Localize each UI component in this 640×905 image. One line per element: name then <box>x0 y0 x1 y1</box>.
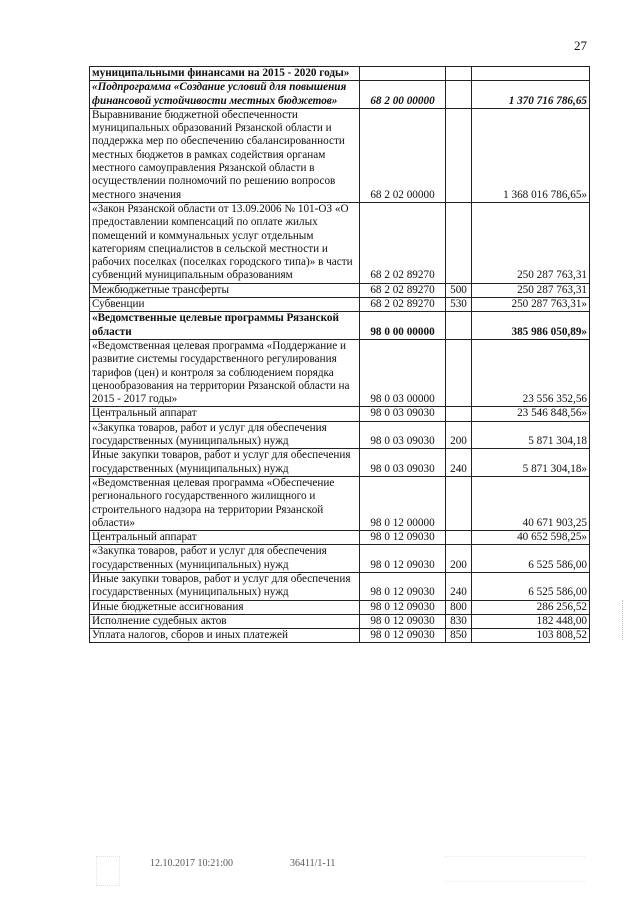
row-type: 240 <box>446 449 472 477</box>
row-name: Выравнивание бюджетной обеспеченности муниципальных образований Рязанской области и поддержка мер по обеспечению сбалансированности местных бюджетов в рамках содействия органам местного самоуправления Рязанской области в осуществлении полномочий по решению вопросов местного значения <box>90 108 360 202</box>
table-row <box>90 545 590 573</box>
row-type: 800 <box>446 600 472 614</box>
row-type: 850 <box>446 629 472 643</box>
row-sum: 40 671 903,25 <box>472 476 590 530</box>
row-code: 98 0 03 09030 <box>360 421 446 449</box>
row-name: Исполнение судебных актов <box>90 614 360 628</box>
table-row <box>90 67 590 81</box>
table-row <box>90 407 590 421</box>
row-type <box>446 312 472 340</box>
row-sum: 286 256,52 <box>472 600 590 614</box>
table-row <box>90 572 590 600</box>
table-row <box>90 339 590 406</box>
row-name: Центральный аппарат <box>90 407 360 421</box>
row-code: 98 0 03 09030 <box>360 407 446 421</box>
row-code: 68 2 02 00000 <box>360 108 446 202</box>
footer-doc-id: 36411/1-11 <box>290 858 336 869</box>
row-type: 500 <box>446 283 472 297</box>
row-code: 98 0 12 09030 <box>360 572 446 600</box>
row-type: 830 <box>446 614 472 628</box>
row-type <box>446 407 472 421</box>
row-code: 68 2 02 89270 <box>360 202 446 283</box>
row-sum: 6 525 586,00 <box>472 572 590 600</box>
table-row <box>90 614 590 628</box>
row-sum: 40 652 598,25» <box>472 531 590 545</box>
row-code: 98 0 03 09030 <box>360 449 446 477</box>
row-name: Центральный аппарат <box>90 531 360 545</box>
table-row <box>90 629 590 643</box>
row-sum: 1 370 716 786,65 <box>472 81 590 109</box>
row-sum: 5 871 304,18 <box>472 421 590 449</box>
table-row <box>90 312 590 340</box>
table-row <box>90 421 590 449</box>
row-type: 200 <box>446 545 472 573</box>
row-code: 68 2 00 00000 <box>360 81 446 109</box>
row-code: 98 0 12 09030 <box>360 531 446 545</box>
row-name: Иные закупки товаров, работ и услуг для обеспечения государственных (муниципальных) нужд <box>90 449 360 477</box>
row-name: «Ведомственная целевая программа «Поддержание и развитие системы государственного регулирования тарифов (цен) и контроля за соблюдением порядка ценообразования на территории Рязанской области на 2015 - 2017 годы» <box>90 339 360 406</box>
table-row <box>90 81 590 109</box>
table-row <box>90 476 590 530</box>
row-code: 68 2 02 89270 <box>360 283 446 297</box>
row-sum: 6 525 586,00 <box>472 545 590 573</box>
row-code: 68 2 02 89270 <box>360 298 446 312</box>
row-name: «Подпрограмма «Создание условий для повышения финансовой устойчивости местных бюджетов» <box>90 81 360 109</box>
table-row <box>90 108 590 202</box>
registration-stamp <box>96 856 120 886</box>
table-row <box>90 531 590 545</box>
row-name: муниципальными финансами на 2015 - 2020 годы» <box>90 67 360 81</box>
row-code: 98 0 00 00000 <box>360 312 446 340</box>
row-sum: 23 546 848,56» <box>472 407 590 421</box>
row-name: «Закупка товаров, работ и услуг для обеспечения государственных (муниципальных) нужд <box>90 421 360 449</box>
table-row <box>90 202 590 283</box>
scan-margin-mark <box>622 600 625 640</box>
row-type: 530 <box>446 298 472 312</box>
row-name: «Ведомственные целевые программы Рязанской области <box>90 312 360 340</box>
row-code: 98 0 12 09030 <box>360 614 446 628</box>
row-sum: 103 808,52 <box>472 629 590 643</box>
row-type: 240 <box>446 572 472 600</box>
row-sum: 23 556 352,56 <box>472 339 590 406</box>
row-name: Уплата налогов, сборов и иных платежей <box>90 629 360 643</box>
row-name: Иные закупки товаров, работ и услуг для обеспечения государственных (муниципальных) нужд <box>90 572 360 600</box>
row-type <box>446 531 472 545</box>
row-name: Иные бюджетные ассигнования <box>90 600 360 614</box>
row-code <box>360 67 446 81</box>
row-name: «Закупка товаров, работ и услуг для обеспечения государственных (муниципальных) нужд <box>90 545 360 573</box>
row-type <box>446 108 472 202</box>
row-sum: 385 986 050,89» <box>472 312 590 340</box>
row-code: 98 0 12 09030 <box>360 600 446 614</box>
row-code: 98 0 12 09030 <box>360 629 446 643</box>
row-sum: 5 871 304,18» <box>472 449 590 477</box>
budget-table <box>89 66 590 643</box>
row-sum: 1 368 016 786,65» <box>472 108 590 202</box>
table-row <box>90 283 590 297</box>
row-name: «Закон Рязанской области от 13.09.2006 № 101-ОЗ «О предоставлении компенсаций по оплате жилых помещений и коммунальных услуг отдельным категориям специалистов в сельской местности и рабочих поселках (поселках городского типа)» в части субвенций муниципальным образованиям <box>90 202 360 283</box>
row-type <box>446 81 472 109</box>
row-type <box>446 202 472 283</box>
row-type <box>446 339 472 406</box>
faded-stamp <box>445 856 585 882</box>
row-sum <box>472 67 590 81</box>
row-sum: 250 287 763,31 <box>472 202 590 283</box>
row-type: 200 <box>446 421 472 449</box>
row-code: 98 0 12 00000 <box>360 476 446 530</box>
table-body <box>90 67 590 643</box>
table-row <box>90 600 590 614</box>
row-code: 98 0 03 00000 <box>360 339 446 406</box>
row-type <box>446 67 472 81</box>
footer <box>0 858 640 888</box>
footer-date: 12.10.2017 10:21:00 <box>150 858 234 869</box>
row-name: Субвенции <box>90 298 360 312</box>
row-type <box>446 476 472 530</box>
row-sum: 250 287 763,31» <box>472 298 590 312</box>
table-row <box>90 298 590 312</box>
table-row <box>90 449 590 477</box>
row-code: 98 0 12 09030 <box>360 545 446 573</box>
row-name: Межбюджетные трансферты <box>90 283 360 297</box>
row-sum: 182 448,00 <box>472 614 590 628</box>
row-name: «Ведомственная целевая программа «Обеспечение регионального государственного жилищного и строительного надзора на территории Рязанской области» <box>90 476 360 530</box>
row-sum: 250 287 763,31 <box>472 283 590 297</box>
page-number: 27 <box>574 38 587 53</box>
